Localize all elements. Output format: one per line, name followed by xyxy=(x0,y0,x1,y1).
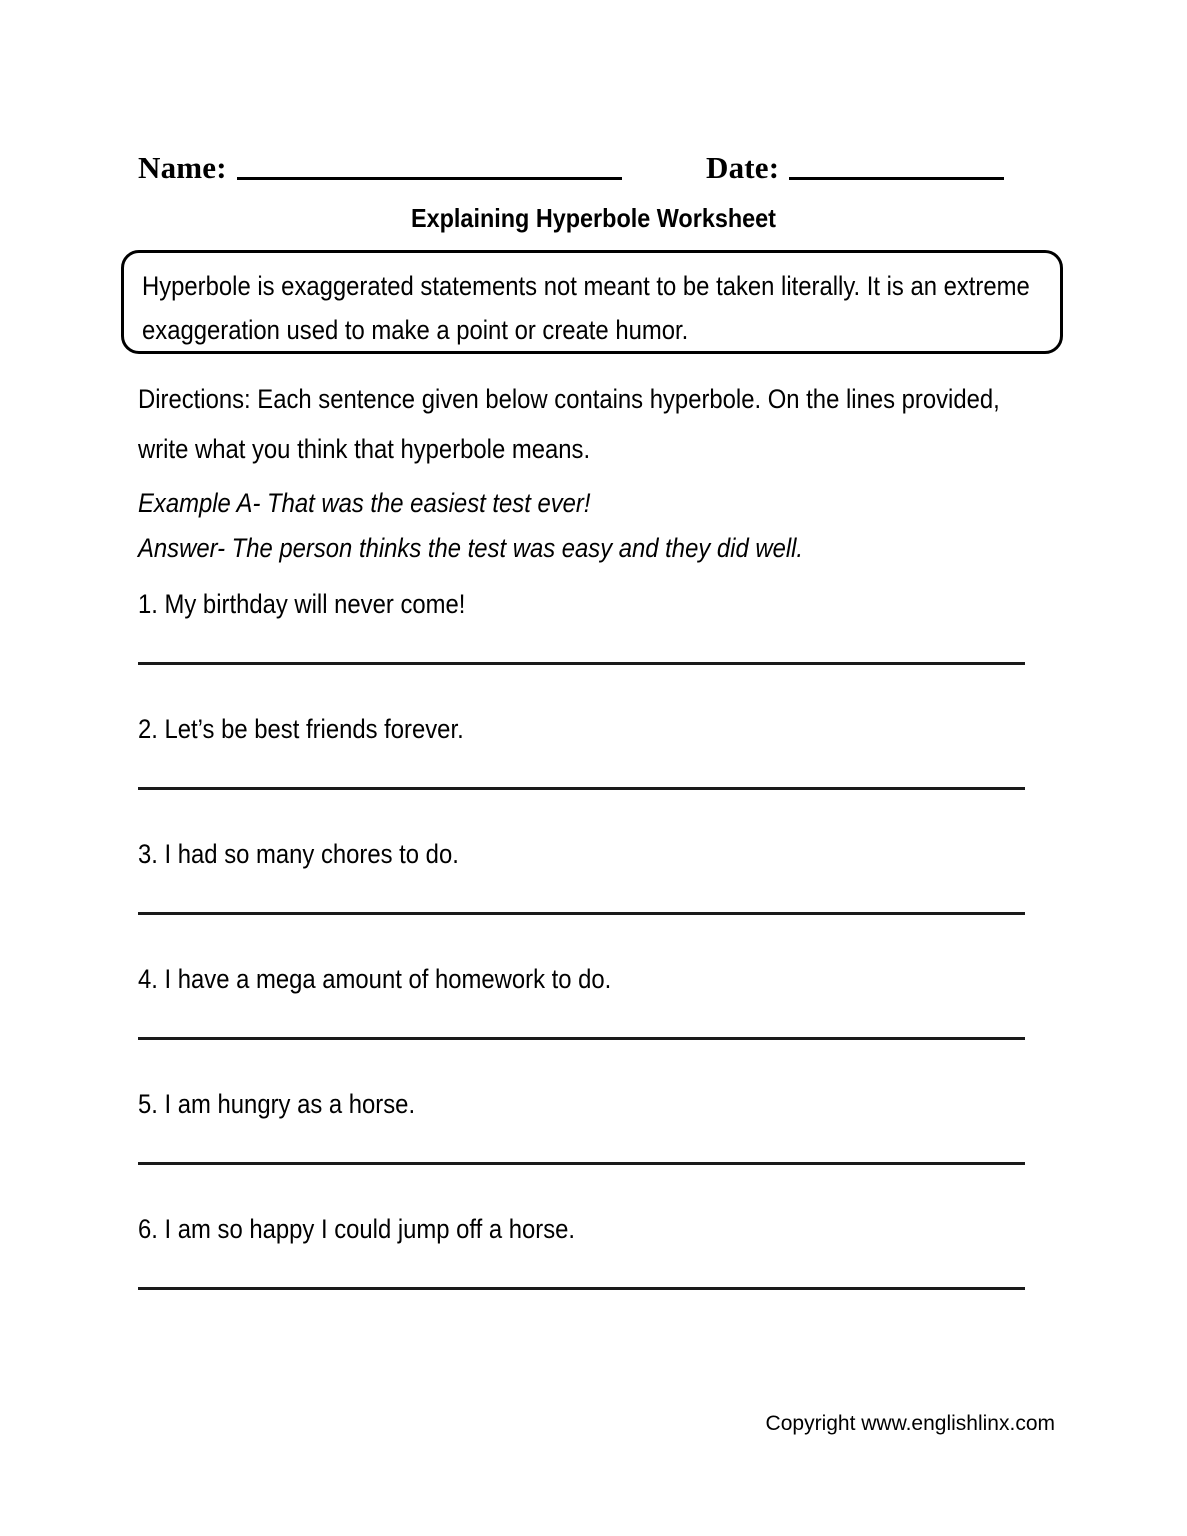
answer-line[interactable] xyxy=(138,1037,1025,1040)
question-item xyxy=(138,963,1038,1088)
answer-line[interactable] xyxy=(138,787,1025,790)
example-prompt: Example A- That was the easiest test ever! xyxy=(138,488,591,518)
question-item xyxy=(138,713,1038,838)
question-list xyxy=(138,588,1038,1338)
date-input-line[interactable] xyxy=(789,177,1004,180)
date-field xyxy=(706,151,1004,184)
date-label: Date: xyxy=(706,150,780,185)
page-title: Explaining Hyperbole Worksheet xyxy=(411,203,776,233)
question-text: 5. I am hungry as a horse. xyxy=(138,1089,416,1119)
example-block xyxy=(138,481,1047,571)
question-item xyxy=(138,1213,1038,1338)
question-text: 6. I am so happy I could jump off a horse. xyxy=(138,1214,576,1244)
question-text: 3. I had so many chores to do. xyxy=(138,839,459,869)
name-input-line[interactable] xyxy=(237,177,622,180)
definition-box xyxy=(121,250,1063,354)
question-item xyxy=(138,588,1038,713)
name-label: Name: xyxy=(138,150,227,185)
question-text: 2. Let’s be best friends forever. xyxy=(138,714,464,744)
name-field xyxy=(138,151,622,184)
answer-line[interactable] xyxy=(138,912,1025,915)
answer-line[interactable] xyxy=(138,1287,1025,1290)
directions-text: Directions: Each sentence given below contains hyperbole. On the lines provided, write what you think that hyperbole means. xyxy=(138,384,1000,464)
copyright-notice: Copyright www.englishlinx.com xyxy=(765,1412,1055,1435)
question-item xyxy=(138,838,1038,963)
example-answer: Answer- The person thinks the test was easy and they did well. xyxy=(138,533,804,563)
question-text: 1. My birthday will never come! xyxy=(138,589,466,619)
header-fields xyxy=(138,138,1038,184)
question-text: 4. I have a mega amount of homework to do. xyxy=(138,964,612,994)
definition-text: Hyperbole is exaggerated statements not meant to be taken literally. It is an extreme exaggeration used to make a point or create humor. xyxy=(142,271,1030,345)
answer-line[interactable] xyxy=(138,1162,1025,1165)
answer-line[interactable] xyxy=(138,662,1025,665)
question-item xyxy=(138,1088,1038,1213)
